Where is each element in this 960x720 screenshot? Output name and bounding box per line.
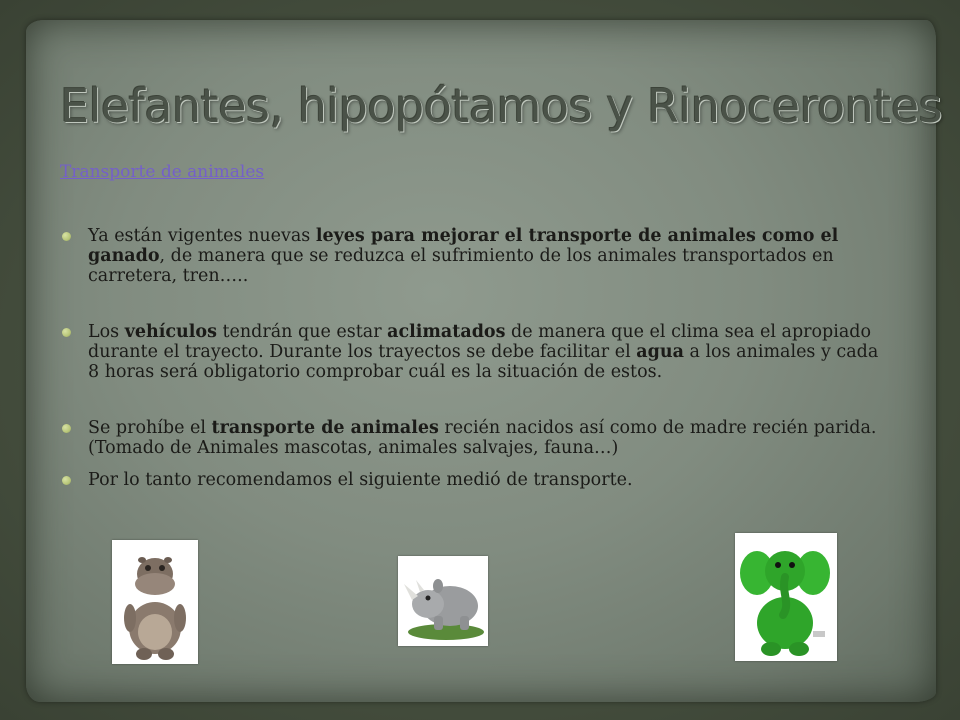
slide-title: Elefantes, hipopótamos y Rinocerontes xyxy=(60,79,943,133)
bullet-item-prohibition xyxy=(60,418,880,458)
bullet-item-vehicles xyxy=(60,322,880,382)
bullet-bold-text: aclimatados xyxy=(387,322,506,342)
bullet-text: Los xyxy=(88,322,125,342)
bullet-bold-text: leyes para mejorar el transporte de animales como el ganado xyxy=(88,226,839,266)
bullet-text: recién nacidos así como de madre recién parida. (Tomado de Animales mascotas, animales salvajes, fauna…) xyxy=(88,418,877,458)
bullet-text: de manera que el clima sea el apropiado durante el trayecto. Durante los trayectos se debe facilitar el xyxy=(88,322,872,362)
transport-link[interactable]: Transporte de animales xyxy=(60,162,265,182)
bullet-bold-text: agua xyxy=(636,342,684,362)
bullet-item-recommendation xyxy=(60,470,880,490)
bullet-text: Por lo tanto recomendamos el siguiente medió de transporte. xyxy=(88,470,633,490)
bullet-text: Ya están vigentes nuevas xyxy=(88,226,316,246)
rhino-icon xyxy=(398,556,488,646)
bullet-text: tendrán que estar xyxy=(216,322,388,342)
elephant-icon xyxy=(735,533,837,661)
bullet-bold-text: transporte de animales xyxy=(211,418,439,438)
bullet-text: a los animales y cada 8 horas será obligatorio comprobar cuál es la situación de estos. xyxy=(88,342,879,382)
elephant-usb-image xyxy=(735,533,837,661)
hippo-icon xyxy=(112,540,198,664)
bullet-text: , de manera que se reduzca el sufrimiento de los animales transportados en carretera, tren….. xyxy=(88,246,834,286)
bullet-item-laws xyxy=(60,226,880,286)
bullet-bold-text: vehículos xyxy=(124,322,217,342)
bullet-text: Se prohíbe el xyxy=(88,418,212,438)
bullet-list xyxy=(60,226,880,502)
rhino-figure-image xyxy=(398,556,488,646)
hippo-figure-image xyxy=(112,540,198,664)
